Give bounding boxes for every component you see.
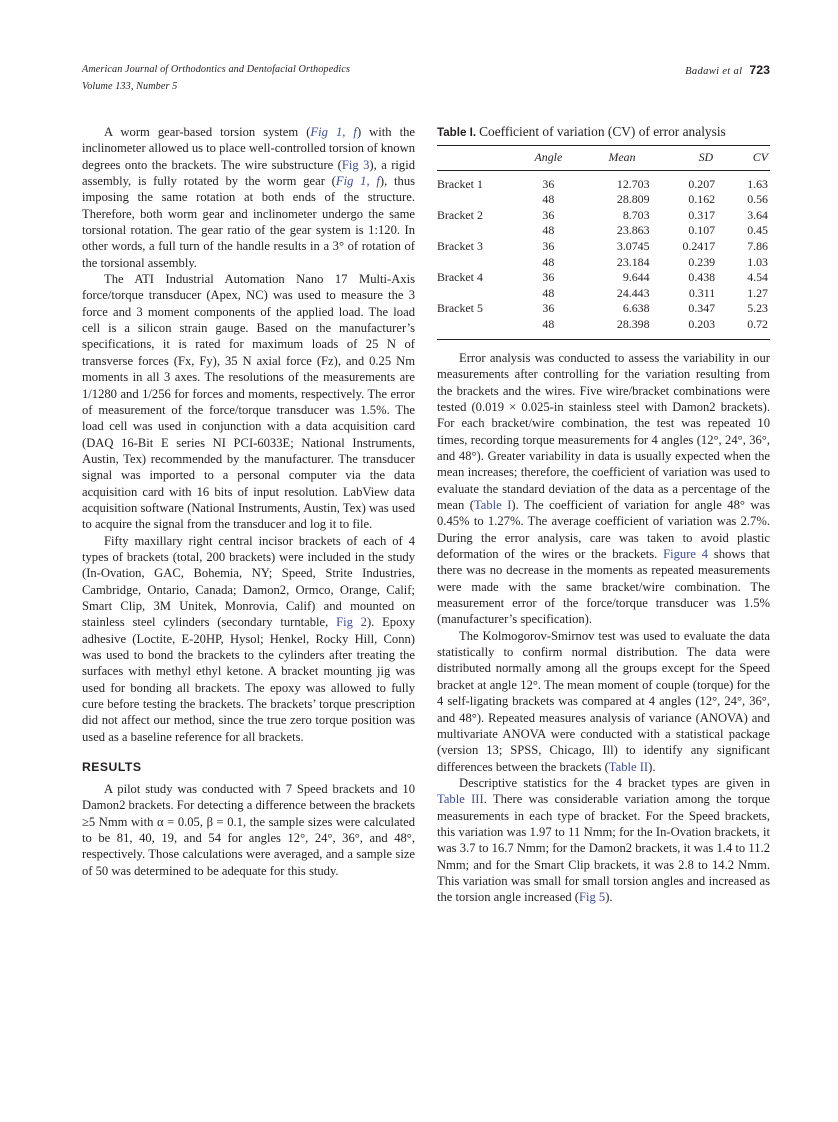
text-run: . There was considerable variation among the torque measurements in each type of bracket. For the Speed brackets, this variation was 1.97 to 11 Nmm; for the In-Ovation brackets, it was 3.7 to 16.7 Nmm; for the Damon2 brackets, it was 1.4 to 11.2 Nmm; and for the Smart Clip brackets, it was 2.8 to 14.2 Nmm. This variation was small for small torsion angles and increased as the torsion angle increased (: [437, 792, 770, 905]
running-head-folio: [685, 62, 770, 81]
paragraph-error-analysis: [437, 350, 770, 628]
column-header-sd: SD: [698, 150, 714, 164]
cell-cv: 5.23: [747, 301, 768, 316]
column-header-cv: CV: [752, 150, 768, 164]
cell-mean: 28.809: [616, 192, 650, 207]
cell-bracket-label: [437, 223, 522, 239]
cell-cv: 1.03: [747, 254, 768, 269]
cell-sd: 0.239: [688, 254, 716, 269]
text-run: ), thus imposing the same rotation at both ends of the structure. Therefore, both worm gear and inclinometer undergo the same torsional rotation. The gear ratio of the gear system is 1:120. In other words, a full turn of the handle results in a 3° of rotation of the torsional assembly.: [82, 174, 416, 270]
table-row: [437, 317, 770, 339]
cell-bracket-label: Bracket 4: [437, 270, 483, 285]
cell-mean: 23.863: [616, 223, 650, 238]
cell-sd: 0.317: [688, 207, 716, 222]
cell-angle: 48: [542, 223, 555, 238]
running-head-journal: [82, 62, 350, 95]
cell-mean: 6.638: [622, 301, 650, 316]
cell-bracket-label: Bracket 2: [437, 207, 483, 222]
cell-angle: 48: [542, 192, 555, 207]
text-run: The Kolmogorov-Smirnov test was used to evaluate the data statistically to confirm normal distribution. The data were distributed normally among all the groups except for the Speed bracket at angle 12°. The mean moment of couple (torque) for the 4 self-ligating brackets was compared at 4 angles (12°, 24°, 36°, and 48°). Repeated measures analysis of variance (ANOVA) and multivariate ANOVA were conducted with a statistical package (version 13; SPSS, Chicago, Ill) to identify any significant differences between the brackets (: [437, 628, 770, 774]
cell-bracket-label: Bracket 5: [437, 301, 483, 316]
text-run: A worm gear-based torsion system (: [104, 125, 311, 139]
cell-angle: 36: [542, 301, 555, 316]
paragraph-descriptive-statistics: [437, 775, 770, 906]
cell-sd: 0.107: [688, 223, 716, 238]
cell-angle: 48: [542, 316, 555, 331]
cell-mean: 3.0745: [616, 238, 650, 253]
table-reference-link[interactable]: Table II: [608, 759, 649, 774]
paragraph-torsion-system: [82, 124, 415, 271]
table-1-block: [437, 124, 770, 340]
cell-mean: 23.184: [616, 254, 650, 269]
cell-cv: 0.56: [747, 192, 768, 207]
table-row: [437, 208, 770, 224]
figure-reference-link[interactable]: Fig 5: [578, 890, 606, 905]
paragraph-pilot-study: A pilot study was conducted with 7 Speed brackets and 10 Damon2 brackets. For detecting a difference between the brackets ≥5 Nmm with α = 0.05, β = 0.1, the sample sizes were calculated to be 81, 40, 19, and 54 for angles 12°, 24°, 36°, and 48°, respectively. Those calculations were averaged, and a sample size of 50 was determined to be adequate for this study.: [82, 782, 416, 878]
text-run: shows that there was no decrease in the moments as repeated measurements were made with the same bracket/wire combination. The measurement error of the force/torque transducer was 1.5% (manufacturer’s specification).: [437, 547, 770, 627]
cell-cv: 0.72: [747, 316, 768, 331]
cell-mean: 28.398: [616, 316, 650, 331]
figure-reference-link[interactable]: Figure 4: [663, 547, 709, 562]
cell-angle: 48: [542, 254, 555, 269]
cell-cv: 1.63: [747, 176, 768, 191]
figure-reference-link[interactable]: Fig 1, f: [310, 125, 357, 139]
figure-reference-link[interactable]: Fig 3: [341, 157, 370, 172]
table-reference-link[interactable]: Table III: [437, 792, 484, 807]
text-run: Error analysis was conducted to assess the variability in our measurements after controlling for the variation resulting from the brackets and the wires. Five wire/bracket combinations were tested (0.019 × 0.025-in stainless steel with Damon2 brackets). For each bracket/wire combination, the test was repeated 10 times, recording torque measurements for 4 angles (12°, 24°, 36°, and 48°). Greater variability in data is usually expected when the mean increases; therefore, the coefficient of variation was used to evaluate the standard deviation of the data as a percentage of the mean (: [437, 350, 770, 513]
table-row: [437, 270, 770, 286]
cell-cv: 4.54: [747, 270, 768, 285]
table-1-caption: [437, 124, 770, 140]
cell-angle: 36: [542, 207, 555, 222]
cell-sd: 0.438: [688, 270, 716, 285]
running-head: [82, 62, 770, 96]
cell-cv: 7.86: [747, 238, 768, 253]
cell-angle: 36: [542, 176, 555, 191]
journal-volume-issue: Volume 133, Number 5: [82, 80, 178, 92]
cell-bracket-label: [437, 286, 522, 302]
body-column-left: [82, 124, 415, 879]
cell-bracket-label: [437, 317, 522, 339]
figure-reference-link[interactable]: Fig 1, f: [335, 174, 380, 189]
cell-sd: 0.347: [688, 301, 716, 316]
cell-cv: 3.64: [747, 207, 768, 222]
table-1: [437, 145, 770, 340]
text-run: ) with the inclinometer allowed us to place well-controlled torsion of known degrees onto the brackets. The wire substructure (: [82, 125, 415, 172]
text-run: Descriptive statistics for the 4 bracket types are given in: [459, 775, 770, 790]
cell-bracket-label: [437, 192, 522, 208]
table-reference-link[interactable]: Table I: [473, 498, 512, 513]
cell-angle: 36: [542, 270, 555, 285]
journal-title: American Journal of Orthodontics and Dentofacial Orthopedics: [82, 64, 351, 75]
body-column-right: [437, 350, 770, 906]
column-header-mean: Mean: [608, 150, 636, 164]
text-run: ), a rigid assembly, is fully rotated by the worm gear (: [82, 157, 416, 189]
table-header-row: [437, 146, 770, 171]
cell-sd: 0.203: [688, 316, 716, 331]
cell-sd: 0.2417: [682, 238, 716, 253]
cell-cv: 1.27: [747, 285, 768, 300]
table-row: [437, 255, 770, 271]
page-number: 723: [749, 63, 770, 77]
cell-sd: 0.162: [688, 192, 716, 207]
cell-mean: 9.644: [622, 270, 650, 285]
cell-bracket-label: Bracket 1: [437, 176, 483, 191]
table-1-body: [437, 170, 770, 339]
author-attribution: Badawi et al: [685, 66, 743, 77]
table-row: [437, 192, 770, 208]
figure-reference-link[interactable]: Fig 2: [336, 615, 367, 630]
cell-bracket-label: Bracket 3: [437, 238, 483, 253]
cell-sd: 0.311: [688, 285, 716, 300]
paragraph-transducer: The ATI Industrial Automation Nano 17 Multi-Axis force/torque transducer (Apex, NC) was used to measure the 3 force and 3 moment components of the applied load. The load cell is a silicon strain gauge. Based on the manufacturer’s specifications, it is rated for maximum loads of 25 N of transverse forces (Fx, Fy), 35 N axial force (Fz), and 0.25 Nm moments in all 3 axes. The resolutions of the measurements are 1/1280 and 1/256 for forces and moments, respectively. The error of measurement of the force/torque transducer was 1.5%. The load cell was used in conjunction with a data acquisition card (DAQ 16-Bit E series NI PCI-6033E; National Instruments, Austin, Tex) recommended by the manufacturer. The transducer signal was imported to a personal computer via the data acquisition card with 16 bits of input resolution. LabView data acquisition software (National Instruments, Austin, Tex) was used to acquire the signal from the transducer and log it to file.: [82, 272, 415, 532]
paragraph-brackets: [82, 533, 415, 745]
text-run: ).: [648, 759, 656, 774]
text-run: ). The coefficient of variation for angle 48° was 0.45% to 1.27%. The average coefficient of variation was 2.7%. During the error analysis, care was taken to avoid plastic deformation of the wires or the brackets.: [437, 498, 770, 562]
cell-angle: 36: [542, 238, 555, 253]
cell-bracket-label: [437, 255, 522, 271]
column-header-angle: Angle: [534, 150, 563, 164]
table-1-label: Table I.: [437, 126, 477, 139]
table-row: [437, 301, 770, 317]
table-row: [437, 223, 770, 239]
cell-mean: 24.443: [616, 285, 650, 300]
text-run: Fifty maxillary right central incisor brackets of each of 4 types of brackets (total, 200 brackets) were included in the study (In-Ovation, GAC, Bohemia, NY; Speed, Strite Industries, Cambridge, Ontario, Canada; Damon2, Ormco, Orange, Calif; Smart Clip, 3M Unitek, Monrovia, Calif) and mounted on stainless steel cylinders (secondary turntable,: [82, 533, 415, 630]
table-row: [437, 170, 770, 192]
section-heading-results: RESULTS: [82, 760, 142, 775]
text-run: ). Epoxy adhesive (Loctite, E-20HP, Hysol; Henkel, Rocky Hill, Conn) was used to bond the brackets to the cylinders after treating the surfaces with methyl ethyl ketone. A bracket mounting jig was used for bonding all brackets. The epoxy was allowed to fully cure before testing the brackets. The brackets’ torque prescription did not affect our method, since the true zero torque position was used as a baseline reference for all brackets.: [82, 615, 415, 744]
cell-mean: 12.703: [616, 176, 650, 191]
paragraph-statistics: [437, 628, 770, 775]
cell-cv: 0.45: [747, 223, 768, 238]
table-row: [437, 286, 770, 302]
table-row: [437, 239, 770, 255]
column-header-blank: [437, 146, 522, 171]
cell-angle: 48: [542, 285, 555, 300]
table-1-head: [437, 146, 770, 171]
cell-mean: 8.703: [622, 207, 650, 222]
text-run: ).: [605, 890, 613, 905]
table-1-title: Coefficient of variation (CV) of error analysis: [479, 124, 726, 139]
cell-sd: 0.207: [688, 176, 716, 191]
